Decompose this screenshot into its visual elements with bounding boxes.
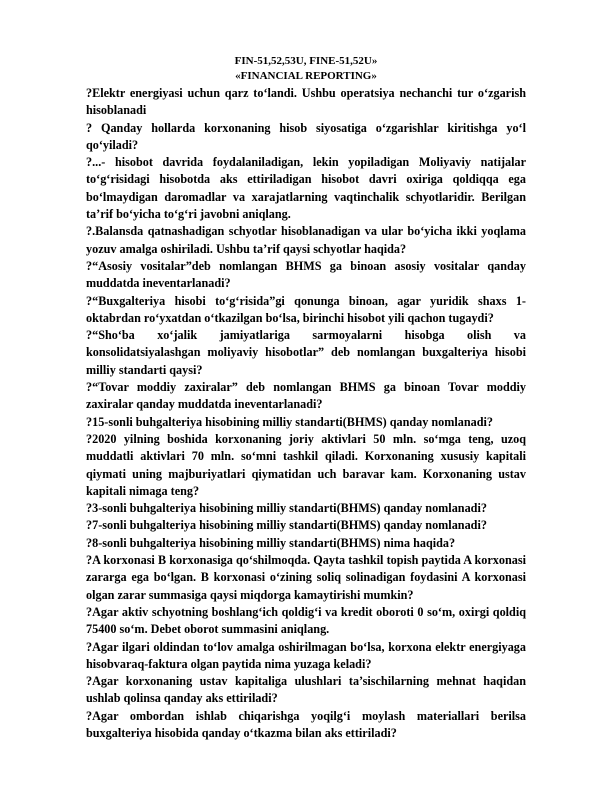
question-item: ?“Sho‘ba xo‘jalik jamiyatlariga sarmoyalarni hisobga olish va konsolidatsiyalashgan moliyaviy hisobotlar” deb nomlangan buxgalteriya hisobi milliy standarti qaysi? [86,328,526,377]
question-item: ?“Asosiy vositalar”deb nomlangan BHMS ga binoan asosiy vositalar qanday muddatda ineventarlanadi? [86,258,526,291]
question-item: ? Qanday hollarda korxonaning hisob siyosatiga o‘zgarishlar kiritishga yo‘l qo‘yiladi? [86,120,526,152]
question-item: ?Agar korxonaning ustav kapitaliga ulushlari ta’sischilarning mehnat haqidan ushlab qolinsa qanday aks ettiriladi? [86,674,526,706]
question-item: ?.Balansda qatnashadigan schyotlar hisoblanadigan va ular bo‘yicha ikki yoqlama yozuv amalga oshiriladi. Ushbu ta’rif qaysi schyotlar haqida? [86,224,526,256]
question-list [86,85,526,742]
course-codes: FIN-51,52,53U, FINE-51,52U» [234,55,378,67]
question-item: ?“Buxgalteriya hisobi to‘g‘risida”gi qonunga binoan, agar yuridik shaxs 1-oktabrdan ro‘yxatdan o‘tkazilgan bo‘lsa, birinchi hisobot yili qachon tugaydi? [86,293,526,325]
question-item: ?...- hisobot davrida foydalaniladigan, lekin yopiladigan Moliyaviy natijalar to‘g‘risidagi hisobotda aks ettiriladigan hisobot davri oxiriga qoldiqqa ega bo‘lmaydigan daromadlar va xarajatlarning vaqtinchalik schyotlaridir. Berilgan ta’rif bo‘yicha to‘g‘ri javobni aniqlang. [86,155,526,222]
question-item: ?15-sonli buhgalteriya hisobining milliy standarti(BHMS) qanday nomlanadi? [86,414,494,429]
question-item: ?3-sonli buhgalteriya hisobining milliy standarti(BHMS) qanday nomlanadi? [86,501,487,516]
question-item: ?Agar ombordan ishlab chiqarishga yoqilg‘i moylash materiallari berilsa buxgalteriya hisobida qanday o‘tkazma bilan aks ettiriladi? [86,708,526,740]
question-item: ?A korxonasi B korxonasiga qo‘shilmoqda. Qayta tashkil topish paytida A korxonasi zararga ega bo‘lgan. B korxonasi o‘zining soliq solinadigan foydasini A korxonasi olgan zarar summasiga qaysi miqdorga kamaytirishi mumkin? [86,553,526,602]
document-title: «FINANCIAL REPORTING» [235,70,377,82]
question-item: ?“Tovar moddiy zaxiralar” deb nomlangan BHMS ga binoan Tovar moddiy zaxiralar qanday muddatda ineventarlanadi? [86,380,526,412]
question-item: ?8-sonli buhgalteriya hisobining milliy standarti(BHMS) nima haqida? [86,535,456,550]
question-item: ?2020 yilning boshida korxonaning joriy aktivlari 50 mln. so‘mga teng, uzoq muddatli aktivlari 70 mln. so‘mni tashkil qiladi. Korxonaning xususiy kapitali qiymati uning majburiyatlari qiymatidan uch baravar kam. Korxonaning ustav kapitali nimaga teng? [86,431,526,498]
question-item: ?Agar aktiv schyotning boshlang‘ich qoldig‘i va kredit oboroti 0 so‘m, oxirgi qoldiq 75400 so‘m. Debet oborot summasini aniqlang. [86,604,526,637]
question-item: ?Elektr energiyasi uchun qarz to‘landi. Ushbu operatsiya nechanchi tur o‘zgarish hisoblanadi [86,86,526,118]
question-item: ?Agar ilgari oldindan to‘lov amalga oshirilmagan bo‘lsa, korxona elektr energiyaga hisobvaraq-faktura olgan paytida nima yuzaga keladi? [86,639,526,671]
question-item: ?7-sonli buhgalteriya hisobining milliy standarti(BHMS) qanday nomlanadi? [86,518,487,533]
